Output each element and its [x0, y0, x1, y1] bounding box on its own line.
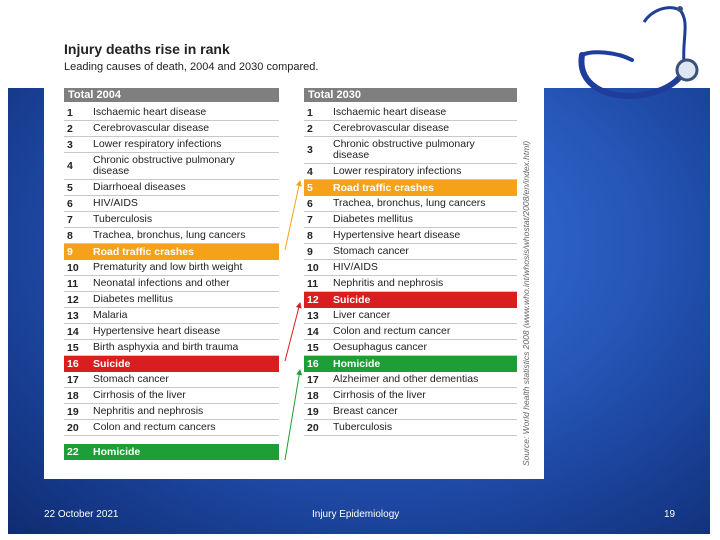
cause-label: Diabetes mellitus — [333, 213, 413, 225]
column-header-2030: Total 2030 — [304, 88, 517, 102]
cause-label: Cerebrovascular disease — [93, 122, 210, 134]
rank-number: 16 — [307, 358, 319, 370]
rank-number: 18 — [307, 389, 319, 402]
rank-number: 3 — [67, 138, 73, 151]
rank-number: 8 — [307, 229, 313, 242]
page-number: 19 — [664, 509, 676, 520]
rank-number: 7 — [307, 213, 313, 226]
cause-label: Cirrhosis of the liver — [93, 389, 186, 401]
cause-label: Ischaemic heart disease — [93, 106, 207, 118]
rank-number: 14 — [67, 325, 79, 338]
cause-label: Chronic obstructive pulmonary disease — [333, 138, 475, 161]
cause-label: Nephritis and nephrosis — [93, 405, 204, 417]
rank-number: 13 — [307, 309, 319, 322]
rank-number: 5 — [67, 181, 73, 194]
rank-number: 10 — [67, 261, 79, 274]
cause-label: Chronic obstructive pulmonary disease — [93, 154, 235, 177]
cause-label: Stomach cancer — [333, 245, 409, 257]
rank-number: 15 — [307, 341, 319, 354]
rank-number: 19 — [307, 405, 319, 418]
cause-label: Tuberculosis — [333, 421, 393, 433]
cause-label: Cirrhosis of the liver — [333, 389, 426, 401]
rank-number: 11 — [67, 277, 79, 290]
rank-number: 17 — [307, 373, 319, 386]
cause-label: Liver cancer — [333, 309, 391, 321]
cause-label: Tuberculosis — [93, 213, 153, 225]
column-header-2004: Total 2004 — [64, 88, 279, 102]
cause-label: Breast cancer — [333, 405, 398, 417]
rank-number: 18 — [67, 389, 79, 402]
arrow-suicide — [285, 303, 300, 361]
cause-label: Alzheimer and other dementias — [333, 373, 479, 385]
cause-label: Homicide — [93, 445, 141, 458]
rank-number: 7 — [67, 213, 73, 226]
rank-number: 9 — [67, 246, 73, 258]
rank-number: 14 — [307, 325, 319, 338]
footer-title: Injury Epidemiology — [312, 509, 400, 520]
cause-label: HIV/AIDS — [333, 261, 378, 273]
rank-number: 9 — [307, 245, 313, 258]
rank-number: 11 — [307, 277, 319, 290]
rank-number: 16 — [67, 358, 79, 370]
cause-label: Road traffic crashes — [333, 181, 434, 194]
cause-label: Hypertensive heart disease — [333, 229, 461, 241]
cause-label: HIV/AIDS — [93, 197, 138, 209]
rank-number: 10 — [307, 261, 319, 274]
cause-label: Cerebrovascular disease — [333, 122, 450, 134]
rank-number: 12 — [307, 294, 319, 306]
cause-label: Hypertensive heart disease — [93, 325, 221, 337]
stethoscope-icon — [572, 0, 712, 110]
cause-label: Trachea, bronchus, lung cancers — [333, 197, 486, 209]
cause-label: Stomach cancer — [93, 373, 169, 385]
cause-label: Oesuphagus cancer — [333, 341, 427, 353]
panel-title: Injury deaths rise in rank — [64, 41, 230, 57]
rank-number: 1 — [67, 106, 73, 119]
source-note: Source: World health statistics 2008 (www.who.int/whosis/whostat/2008/en/index.html) — [521, 140, 531, 466]
rank-number: 20 — [67, 421, 79, 434]
cause-label: Malaria — [93, 309, 128, 321]
rank-number: 22 — [67, 446, 79, 458]
cause-label: Colon and rectum cancers — [93, 421, 216, 433]
rank-number: 8 — [67, 229, 73, 242]
rank-number: 5 — [307, 182, 313, 194]
arrow-road-traffic — [285, 181, 300, 250]
rank-number: 1 — [307, 106, 313, 119]
cause-label: Suicide — [93, 357, 131, 370]
arrow-homicide — [285, 370, 300, 460]
footer-date: 22 October 2021 — [44, 509, 119, 520]
rank-arrows — [44, 36, 544, 479]
rank-number: 4 — [307, 165, 313, 178]
rank-number: 6 — [67, 197, 73, 210]
cause-label: Trachea, bronchus, lung cancers — [93, 229, 246, 241]
cause-label: Diabetes mellitus — [93, 293, 173, 305]
cause-label: Colon and rectum cancer — [333, 325, 451, 337]
rank-number: 13 — [67, 309, 79, 322]
cause-label: Lower respiratory infections — [93, 138, 222, 150]
rank-number: 15 — [67, 341, 79, 354]
rank-number: 3 — [307, 144, 313, 156]
rank-number: 19 — [67, 405, 79, 418]
rank-number: 4 — [67, 160, 73, 172]
table-panel — [44, 36, 544, 479]
cause-label: Nephritis and nephrosis — [333, 277, 444, 289]
cause-label: Lower respiratory infections — [333, 165, 462, 177]
rank-number: 2 — [67, 122, 73, 135]
cause-label: Suicide — [333, 293, 371, 306]
panel-subtitle: Leading causes of death, 2004 and 2030 compared. — [64, 61, 319, 73]
rank-number: 20 — [307, 421, 319, 434]
rank-number: 2 — [307, 122, 313, 135]
rank-number: 12 — [67, 293, 79, 306]
cause-label: Diarrhoeal diseases — [93, 181, 186, 193]
cause-label: Birth asphyxia and birth trauma — [93, 341, 239, 353]
cause-label: Homicide — [333, 357, 381, 370]
cause-label: Prematurity and low birth weight — [93, 261, 243, 273]
rank-number: 17 — [67, 373, 79, 386]
rank-number: 6 — [307, 197, 313, 210]
cause-label: Road traffic crashes — [93, 245, 194, 258]
cause-label: Ischaemic heart disease — [333, 106, 447, 118]
cause-label: Neonatal infections and other — [93, 277, 230, 289]
